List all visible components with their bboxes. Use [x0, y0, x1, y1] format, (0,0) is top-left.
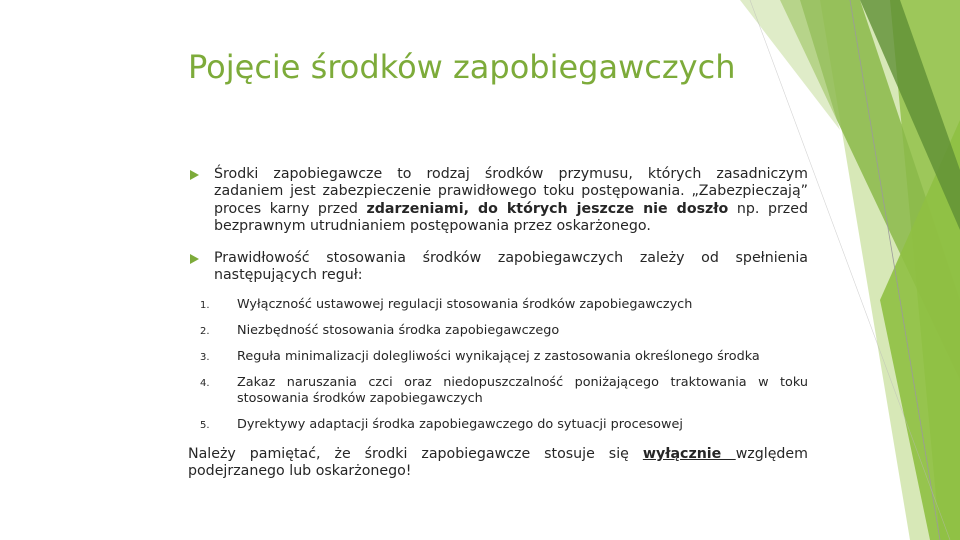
rule-number: 1. [200, 300, 210, 311]
triangle-bullet-icon [190, 254, 199, 264]
closing-note [188, 446, 808, 481]
bullet-1-text-end: np. przed bezprawnym utrudnianiem postępowania przez oskarżonego. [214, 200, 808, 235]
rule-item-5 [188, 417, 808, 433]
rule-item-4 [188, 375, 808, 406]
rule-number: 5. [200, 419, 210, 431]
rule-number: 2. [200, 326, 210, 337]
rule-text: Dyrektywy adaptacji środka zapobiegawczego do sytuacji procesowej [237, 416, 683, 432]
bullet-item-1 [188, 166, 808, 236]
rules-list [188, 297, 808, 443]
rule-number: 4. [200, 378, 210, 389]
rule-item-2 [188, 323, 808, 339]
rule-text: Zakaz naruszania czci oraz niedopuszczalność poniżającego traktowania w toku stosowania środków zapobiegawczych [237, 375, 808, 406]
rule-item-1 [188, 297, 808, 313]
slide-title: Pojęcie środków zapobiegawczych [188, 48, 736, 86]
bullet-1-text: Środki zapobiegawcze to rodzaj środków przymusu, których zasadniczym zadaniem jest zabezpieczenie prawidłowego toku postępowania. „Zabezpieczają” proces karny przed [214, 166, 808, 217]
rule-text: Reguła minimalizacji dolegliwości wynikającej z zastosowania określonego środka [237, 349, 760, 364]
closing-text-end: względem podejrzanego lub oskarżonego! [188, 446, 808, 480]
rule-text: Niezbędność stosowania środka zapobiegawczego [237, 323, 560, 338]
bullet-1-emphasis: zdarzeniami, do których jeszcze nie doszło [366, 200, 729, 217]
bullet-item-2 [188, 250, 808, 285]
rule-item-3 [188, 349, 808, 365]
bullet-2-text: Prawidłowość stosowania środków zapobiegawczych zależy od spełnienia następujących reguł: [214, 249, 808, 284]
rule-number: 3. [200, 352, 210, 363]
closing-underlined: wyłącznie [642, 446, 736, 462]
closing-text: Należy pamiętać, że środki zapobiegawcze stosuje się [188, 446, 643, 462]
bullet-list [188, 166, 808, 284]
triangle-bullet-icon [190, 170, 199, 180]
rule-text: Wyłączność ustawowej regulacji stosowania środków zapobiegawczych [237, 297, 693, 312]
